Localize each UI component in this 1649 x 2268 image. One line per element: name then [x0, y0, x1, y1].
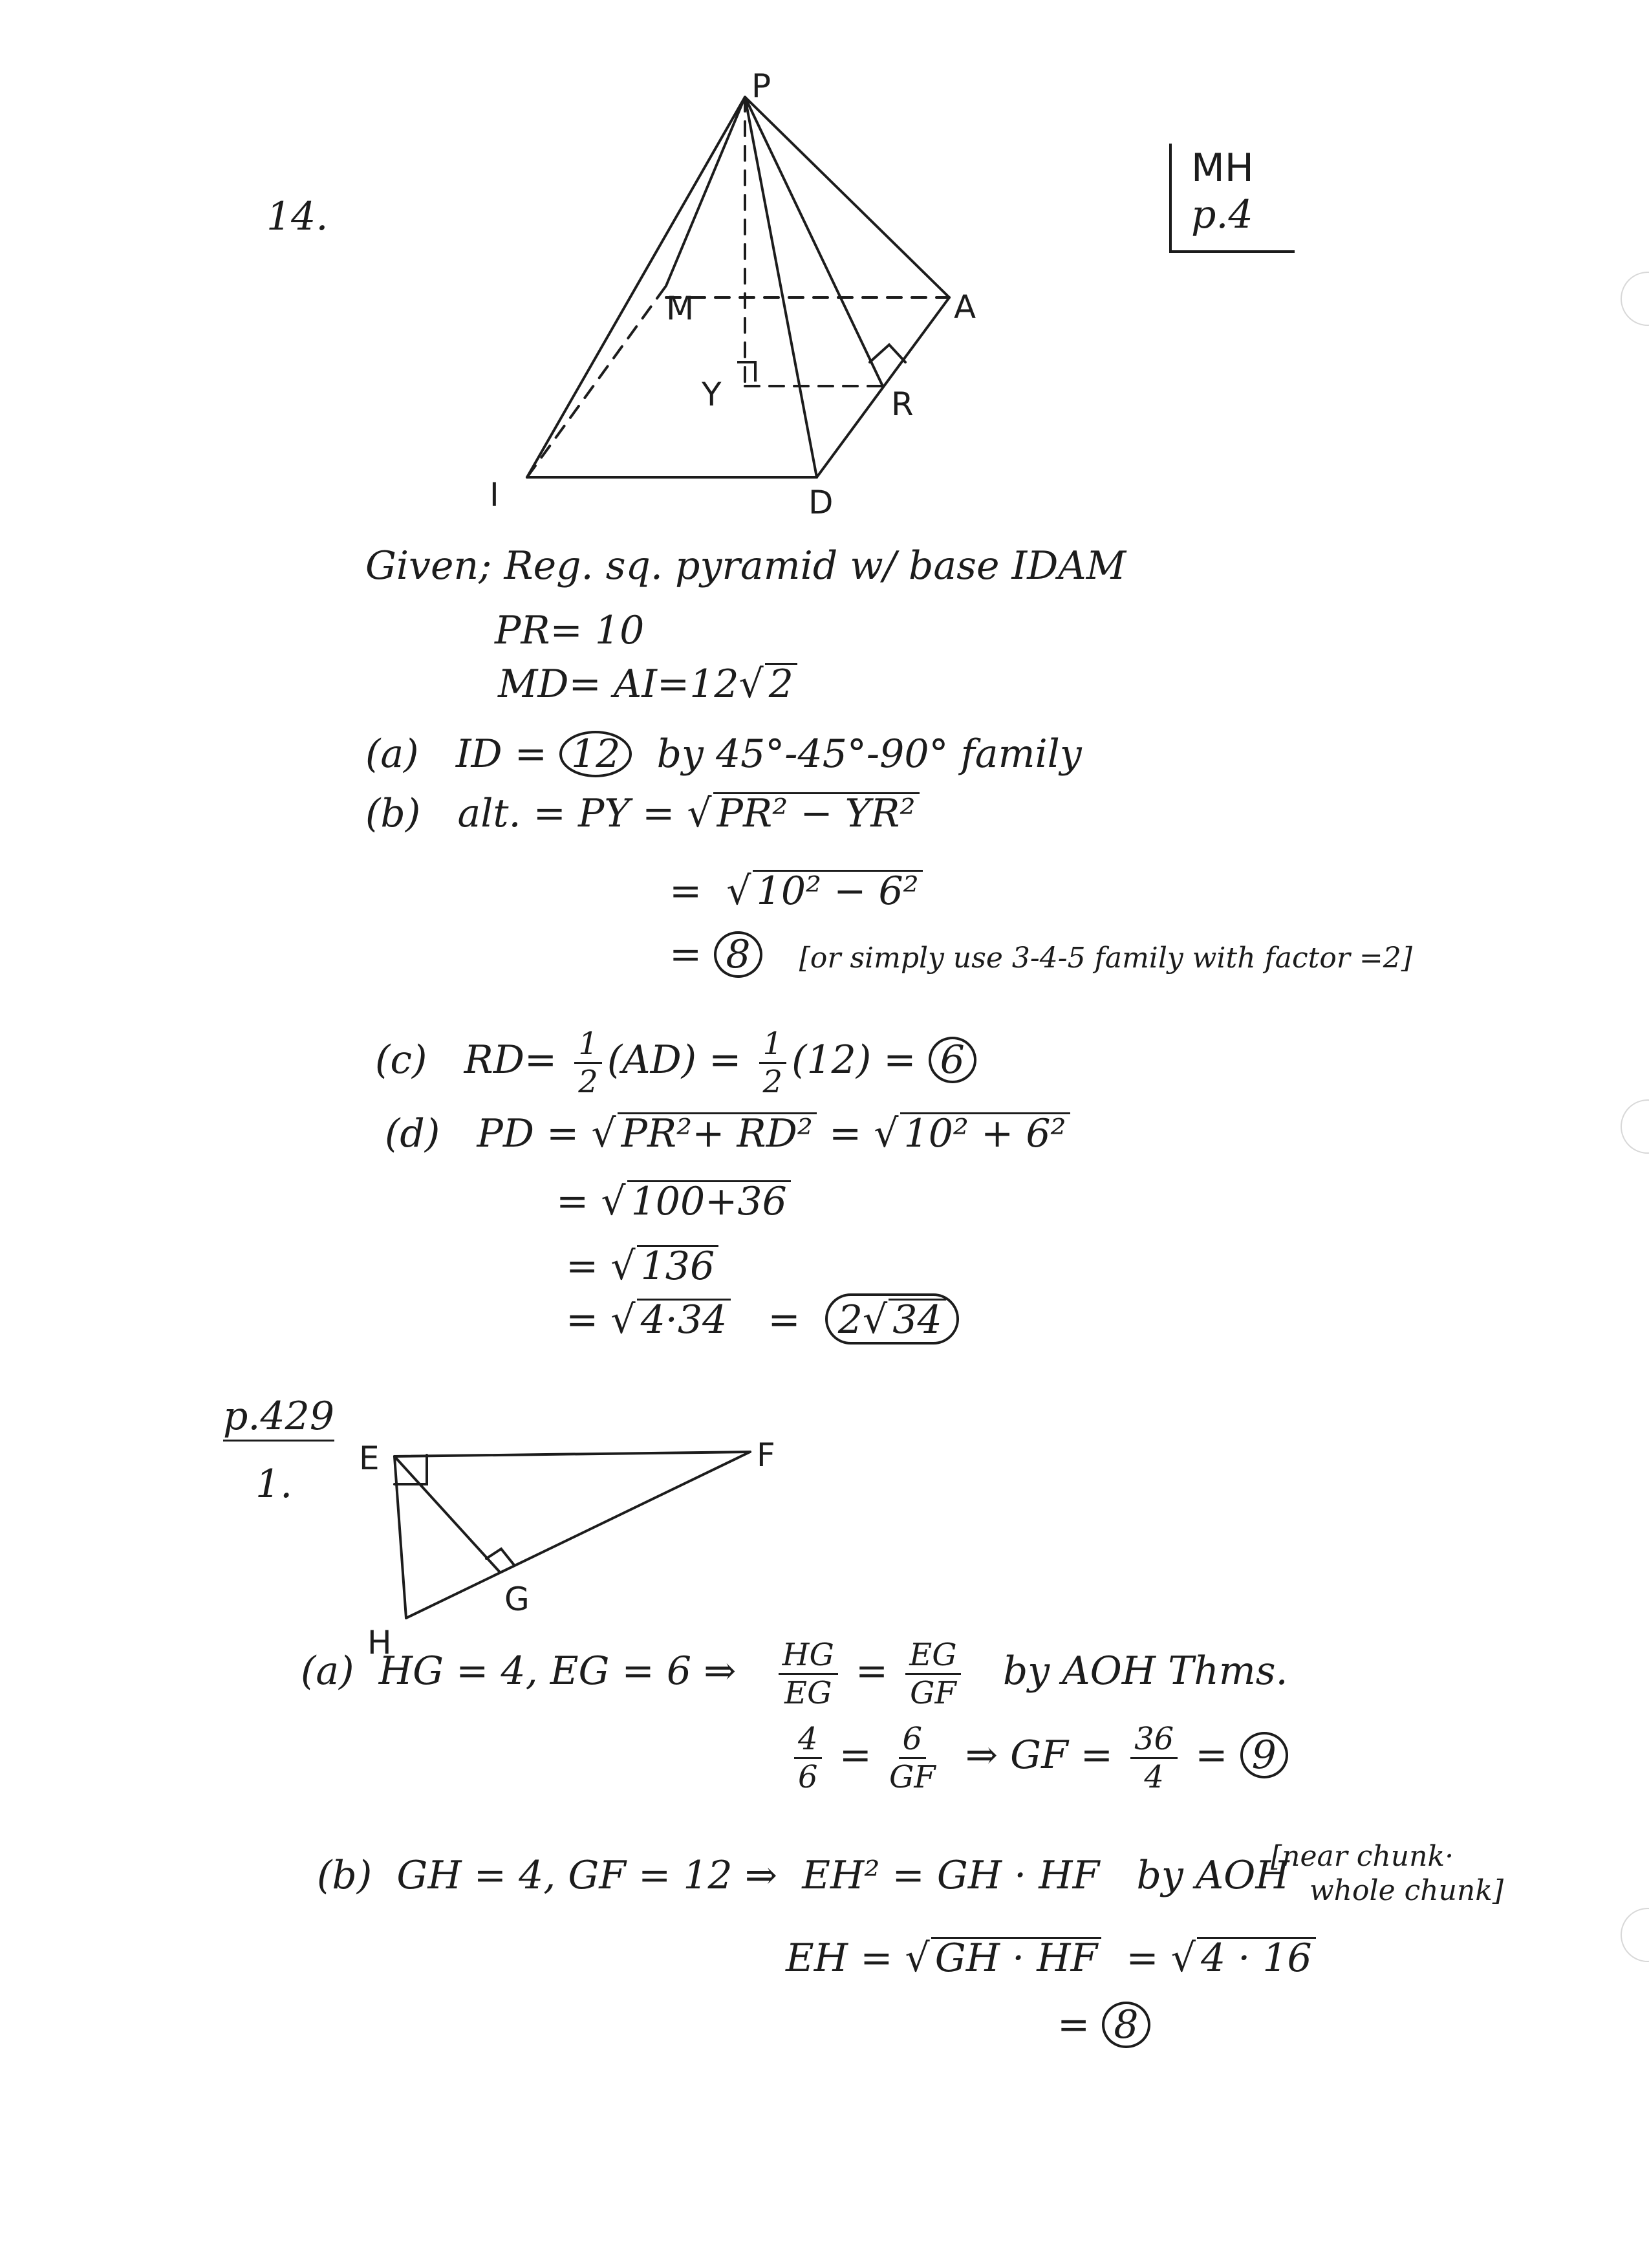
- part-d-line-4: = √ 4·34 = 2√ 34: [566, 1293, 959, 1345]
- answer-p429-b: 8: [1102, 2002, 1150, 2048]
- edge-HF: [406, 1452, 750, 1618]
- answer-c: 6: [929, 1037, 976, 1083]
- part-d-line-3: = √ 136: [566, 1245, 718, 1286]
- answer-a: 12: [559, 731, 632, 777]
- right-angle-mark-E: [394, 1455, 427, 1484]
- given-line-1: Given; Reg. sq. pyramid w/ base IDAM: [365, 543, 1126, 589]
- point-label-Y: Y: [702, 376, 722, 413]
- page-reference: p.429: [223, 1397, 334, 1442]
- problem-number: 14.: [266, 194, 329, 239]
- reference-line-1: MH: [1191, 146, 1254, 191]
- vertex-label-A: A: [954, 288, 976, 326]
- part-d-line-1: (d) PD = √ PR²+ RD² = √ 10² + 6²: [385, 1112, 1070, 1153]
- vertex-label-F: F: [757, 1436, 775, 1474]
- part-c: (c) RD= $\frac{1}{2}$ (AD) = $\frac{1}{2}$ (12) = 6: [375, 1028, 976, 1097]
- p429-part-a-line-1: (a) HG = 4, EG = 6 ⇒ $\frac{HG}{EG}$ = $\frac{EG}{GF}$ by AOH Thms.: [301, 1637, 1288, 1711]
- vertex-label-H: H: [367, 1624, 392, 1661]
- problem-number-p429: 1.: [255, 1462, 293, 1507]
- point-label-G: G: [504, 1581, 530, 1618]
- part-b-line-3: = 8 [or simply use 3-4-5 family with factor =2]: [669, 932, 1412, 977]
- point-label-R: R: [891, 385, 914, 423]
- p429-part-b-line-2: EH = √ GH · HF = √ 4 · 16: [786, 1937, 1316, 1978]
- p429-part-b-note: [near chunk· whole chunk]: [1271, 1840, 1504, 1907]
- part-b-note: [or simply use 3-4-5 family with factor =2]: [799, 942, 1412, 975]
- part-b-line-1: (b) alt. = PY = √ PR² − YR²: [365, 792, 920, 833]
- answer-p429-a: 9: [1240, 1732, 1288, 1778]
- part-b-line-2: = √ 10² − 6²: [669, 870, 923, 911]
- vertex-label-E: E: [359, 1440, 380, 1477]
- vertex-label-P: P: [751, 67, 771, 105]
- answer-b: 8: [714, 931, 762, 978]
- reference-box: [1169, 144, 1295, 253]
- part-d-line-2: = √ 100+36: [556, 1180, 791, 1221]
- altitude-EG: [394, 1456, 499, 1571]
- edge-EF: [394, 1452, 750, 1456]
- answer-d: 2√ 34: [825, 1293, 959, 1345]
- p429-part-b-line-3: = 8: [1057, 2002, 1150, 2048]
- reference-line-2: p.4: [1191, 192, 1253, 237]
- vertex-label-D: D: [808, 484, 834, 521]
- p429-part-b-line-1: (b) GH = 4, GF = 12 ⇒ EH² = GH · HF by AOH: [317, 1853, 1289, 1898]
- p429-part-a-line-2: $\frac{4}{6}$ = $\frac{6}{GF}$ ⇒ GF = $\frac{36}{4}$ = 9: [789, 1723, 1288, 1793]
- edge-EH: [394, 1456, 406, 1618]
- vertex-label-I: I: [490, 476, 499, 513]
- given-line-2: PR= 10: [495, 608, 645, 653]
- part-a: (a) ID = 12 by 45°-45°-90° family: [365, 731, 1082, 777]
- vertex-label-M: M: [666, 290, 695, 327]
- given-line-3: MD= AI=12√ 2: [498, 663, 797, 704]
